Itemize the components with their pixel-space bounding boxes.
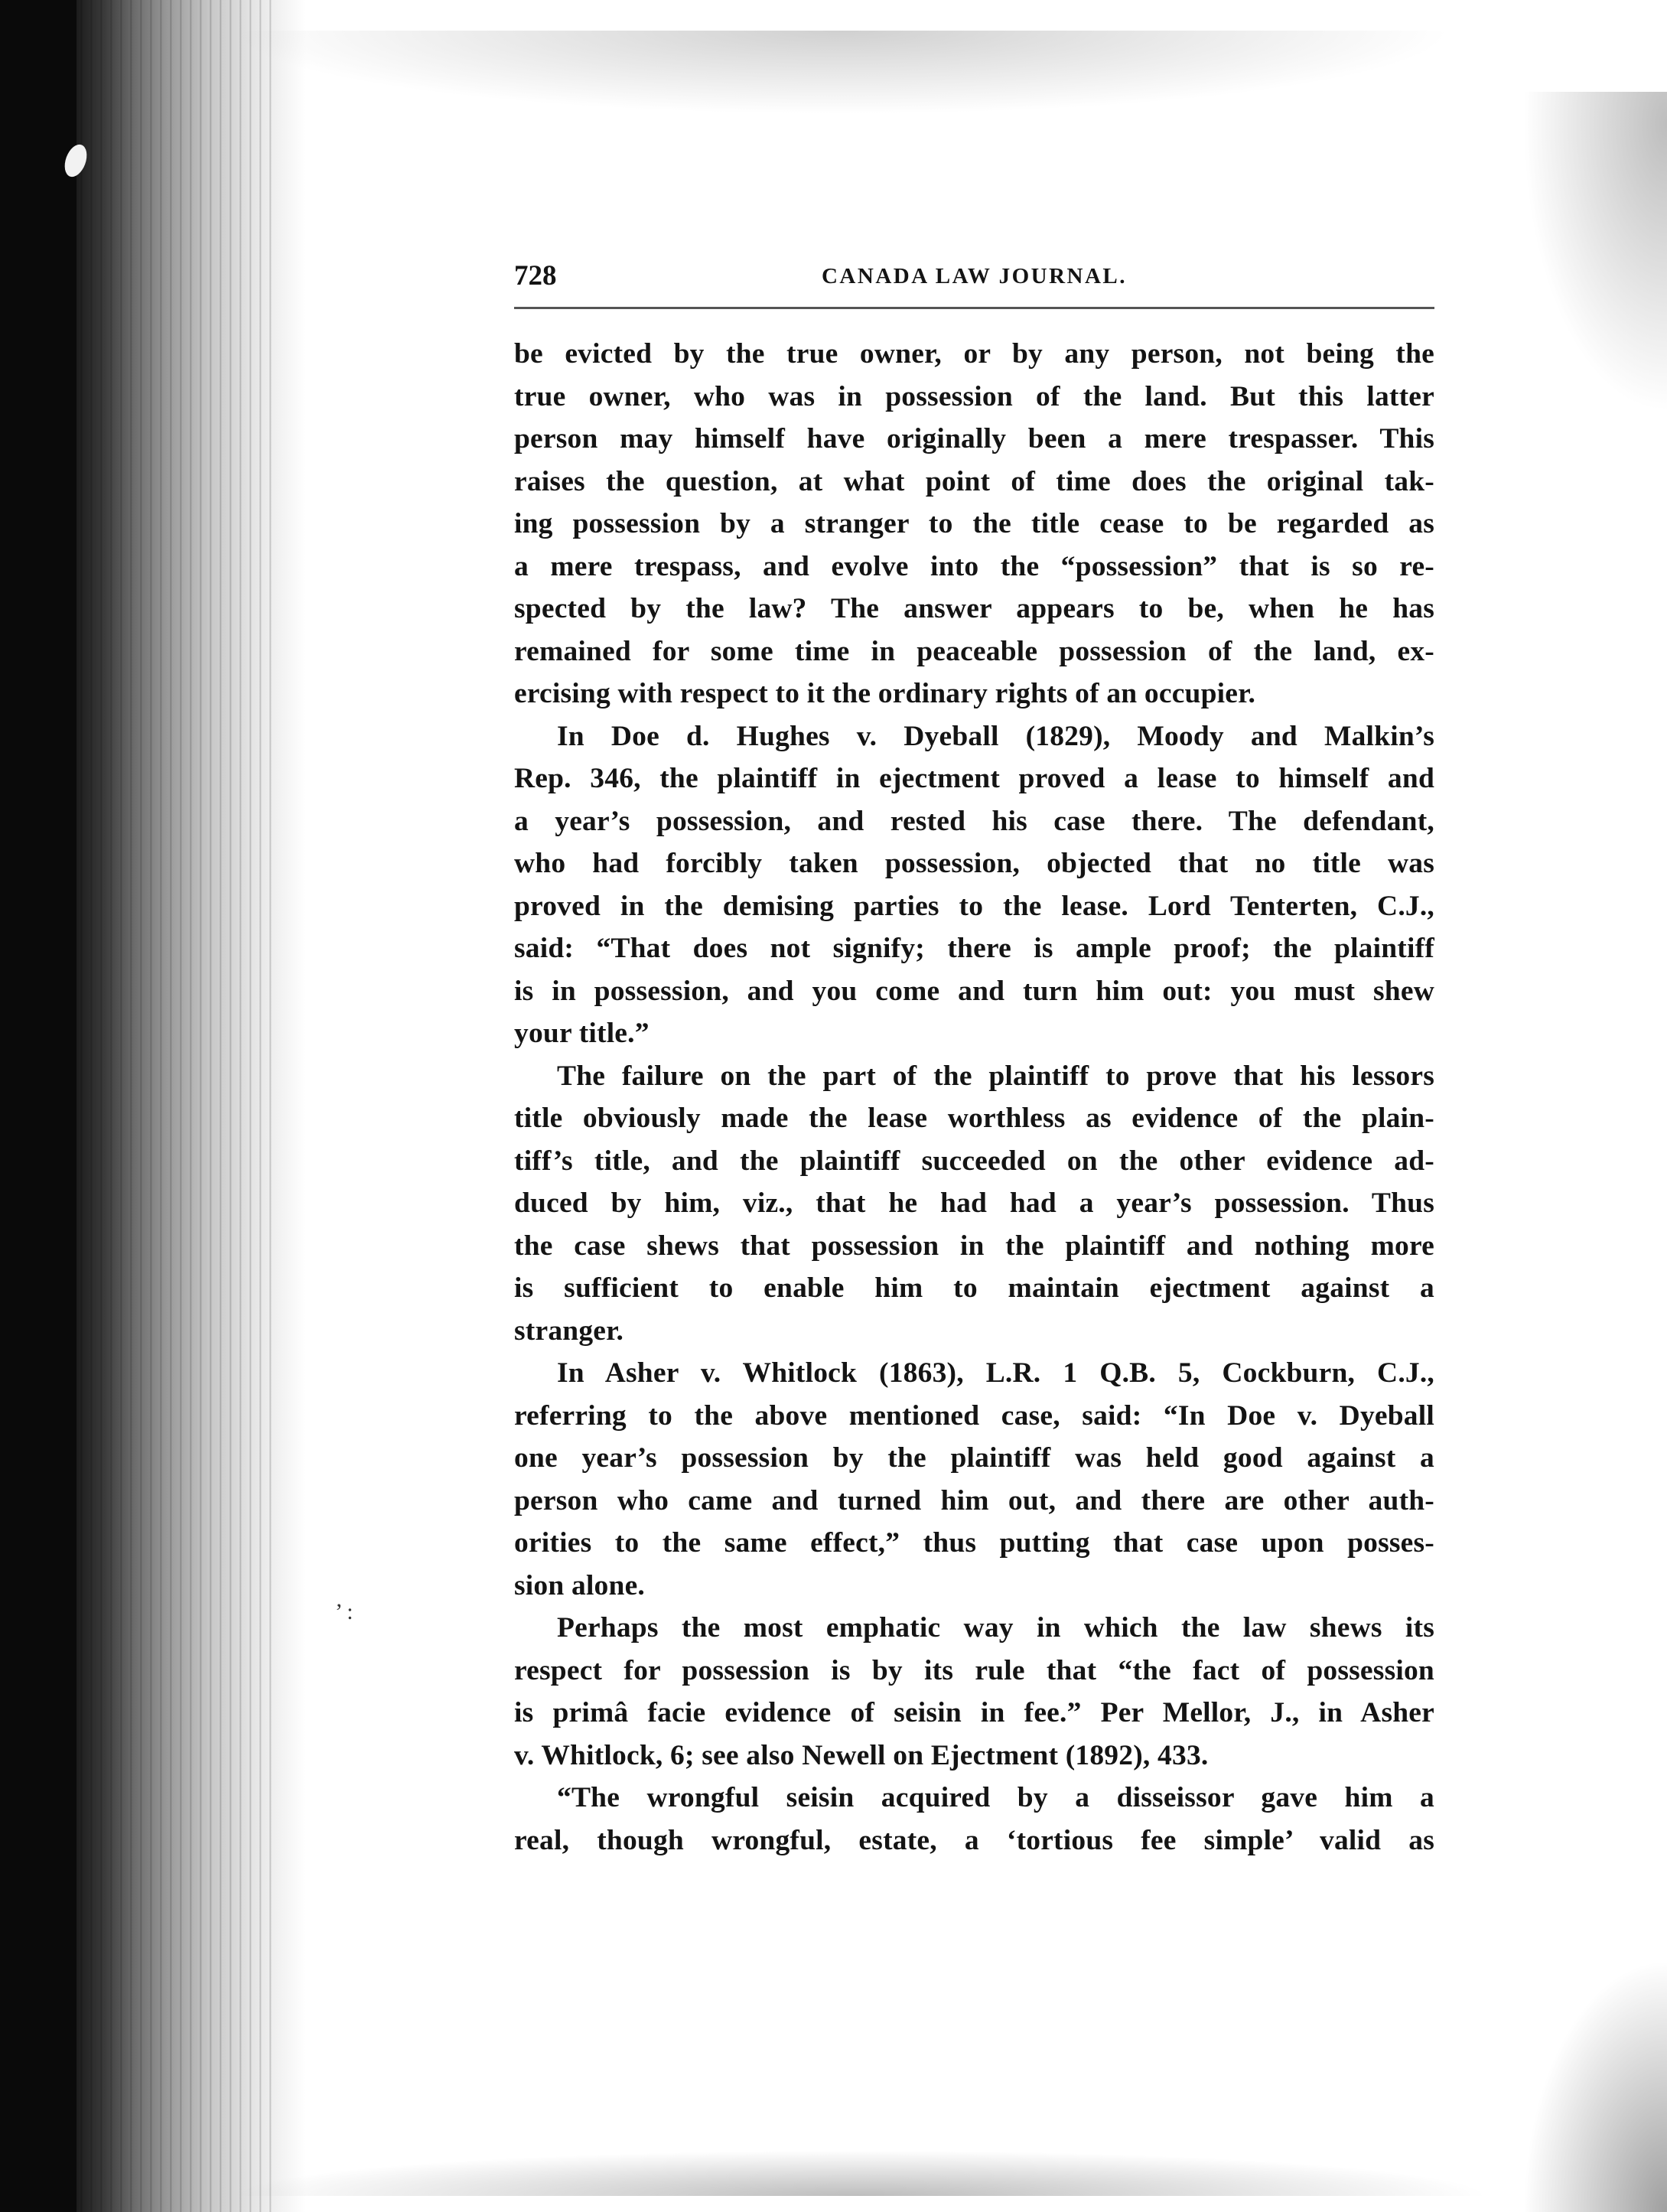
text-line: raises the question, at what point of time does the original tak- [514, 465, 1434, 497]
text-line: person may himself have originally been a mere trespasser. This [514, 423, 1434, 454]
text-line: proved in the demising parties to the lease. Lord Tenterten, C.J., [514, 890, 1434, 922]
top-scan-noise [230, 31, 1454, 115]
book-binding-edge [0, 0, 77, 2212]
text-line: Rep. 346, the plaintiff in ejectment proved a lease to himself and [514, 763, 1434, 794]
gutter-streaks [77, 0, 275, 2212]
text-line: orities to the same effect,” thus putting that case upon posses- [514, 1527, 1434, 1559]
text-line: referring to the above mentioned case, said: “In Doe v. Dyeball [514, 1399, 1434, 1432]
journal-title: CANADA LAW JOURNAL. [821, 264, 1128, 288]
text-line: duced by him, viz., that he had had a year’s possession. Thus [514, 1187, 1434, 1219]
text-line: is primâ facie evidence of seisin in fee.” Per Mellor, J., in Asher [514, 1697, 1434, 1728]
text-line: said: “That does not signify; there is ample proof; the plaintiff [514, 933, 1434, 964]
text-line: sion alone. [514, 1569, 645, 1601]
top-right-scan-noise [1522, 92, 1667, 413]
paragraph [514, 333, 1434, 715]
text-line: real, though wrongful, estate, a ‘tortious fee simple’ valid as [514, 1824, 1434, 1856]
text-line: ing possession by a stranger to the title cease to be regarded as [514, 508, 1434, 539]
text-line: the case shews that possession in the plaintiff and nothing more [514, 1230, 1434, 1262]
text-line: be evicted by the true owner, or by any person, not being the [514, 338, 1434, 370]
text-line: In Asher v. Whitlock (1863), L.R. 1 Q.B. 5, Cockburn, C.J., [557, 1357, 1434, 1389]
text-line: is in possession, and you come and turn him out: you must shew [514, 975, 1434, 1007]
text-line: v. Whitlock, 6; see also Newell on Ejectment (1892), 433. [514, 1739, 1209, 1771]
paragraph [514, 1607, 1434, 1777]
paragraph [514, 1055, 1434, 1353]
text-line: is sufficient to enable him to maintain ejectment against a [514, 1272, 1434, 1304]
running-head [514, 256, 1434, 302]
page-number: 728 [514, 260, 557, 292]
text-line: a mere trespass, and evolve into the “possession” that is so re- [514, 550, 1434, 582]
paragraph [514, 1777, 1434, 1862]
text-line: your title.” [514, 1018, 650, 1049]
text-line: tiff’s title, and the plaintiff succeeded on the other evidence ad- [514, 1145, 1434, 1177]
document-page [514, 256, 1434, 1862]
text-line: “The wrongful seisin acquired by a disseissor gave him a [557, 1782, 1434, 1813]
bottom-right-scan-noise [1522, 1959, 1667, 2212]
text-line: stranger. [514, 1314, 624, 1347]
text-line: ercising with respect to it the ordinary rights of an occupier. [514, 678, 1256, 709]
bottom-scan-noise [230, 2150, 1492, 2196]
text-line: The failure on the part of the plaintiff to prove that his lessors [557, 1060, 1434, 1092]
text-line: a year’s possession, and rested his case there. The defendant, [514, 805, 1434, 837]
header-rule [514, 307, 1434, 309]
text-line: remained for some time in peaceable possession of the land, ex- [514, 635, 1434, 667]
text-line: true owner, who was in possession of the land. But this latter [514, 380, 1434, 412]
paragraph [514, 1352, 1434, 1607]
text-line: Perhaps the most emphatic way in which the law shews its [557, 1612, 1434, 1644]
text-line: who had forcibly taken possession, objected that no title was [514, 848, 1434, 879]
text-line: person who came and turned him out, and there are other auth- [514, 1484, 1434, 1516]
text-line: title obviously made the lease worthless as evidence of the plain- [514, 1103, 1434, 1134]
text-line: In Doe d. Hughes v. Dyeball (1829), Moody and Malkin’s [557, 720, 1434, 752]
paragraph [514, 715, 1434, 1055]
margin-mark: ’ : [335, 1599, 353, 1624]
body-text [514, 333, 1434, 1862]
text-line: spected by the law? The answer appears to be, when he has [514, 593, 1434, 624]
text-line: respect for possession is by its rule that “the fact of possession [514, 1654, 1434, 1686]
text-line: one year’s possession by the plaintiff was held good against a [514, 1442, 1434, 1474]
